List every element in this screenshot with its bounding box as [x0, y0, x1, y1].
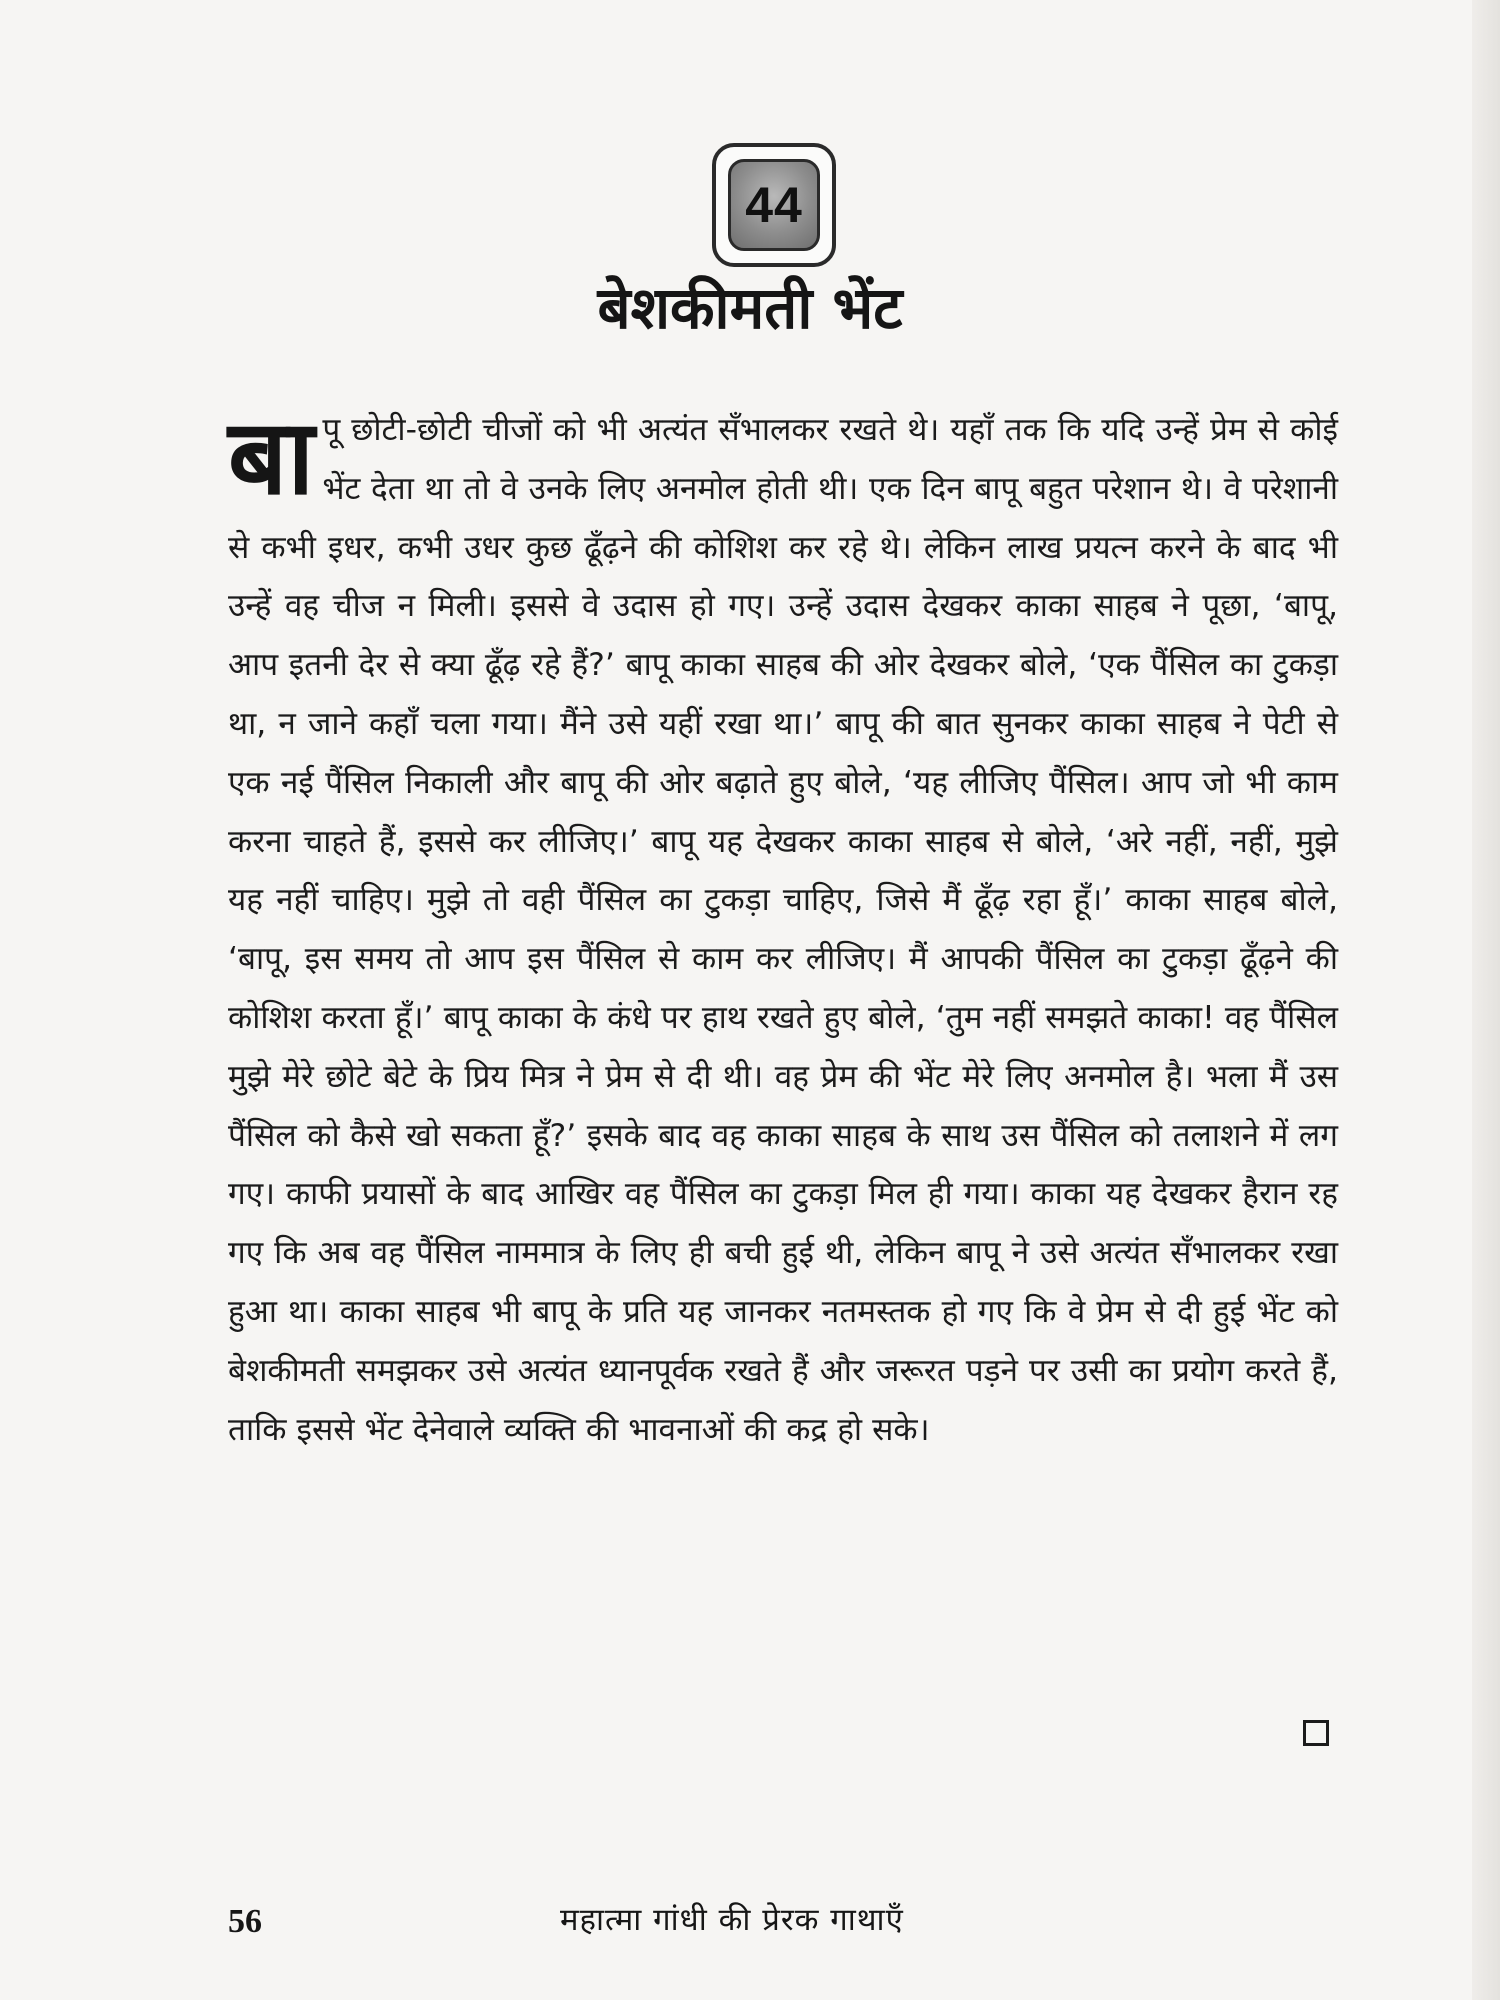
chapter-number-badge-inner: [728, 159, 820, 251]
chapter-number-badge: [712, 143, 836, 267]
chapter-number: 44: [745, 177, 803, 233]
book-title-footer: महात्मा गांधी की प्रेरक गाथाएँ: [560, 1902, 904, 1938]
story-paragraph: [228, 396, 1338, 1459]
page-number: 56: [228, 1903, 262, 1940]
chapter-title: बेशकीमती भेंट: [597, 274, 903, 342]
end-of-chapter-square-icon: [1303, 1720, 1329, 1746]
drop-cap: बा: [228, 396, 315, 518]
story-text: पू छोटी-छोटी चीजों को भी अत्यंत सँभालकर रखते थे। यहाँ तक कि यदि उन्हें प्रेम से कोई भेंट देता था तो वे उनके लिए अनमोल होती थी। एक दिन बापू बहुत परेशान थे। वे परेशानी से कभी इधर, कभी उधर कुछ ढूँढ़ने की कोशिश कर रहे थे। लेकिन लाख प्रयत्न करने के बाद भी उन्हें वह चीज न मिली। इससे वे उदास हो गए। उन्हें उदास देखकर काका साहब ने पूछा, ‘बापू, आप इतनी देर से क्या ढूँढ़ रहे हैं?’ बापू काका साहब की ओर देखकर बोले, ‘एक पैंसिल का टुकड़ा था, न जाने कहाँ चला गया। मैंने उसे यहीं रखा था।’ बापू की बात सुनकर काका साहब ने पेटी से एक नई पैंसिल निकाली और बापू की ओर बढ़ाते हुए बोले, ‘यह लीजिए पैंसिल। आप जो भी काम करना चाहते हैं, इससे कर लीजिए।’ बापू यह देखकर काका साहब से बोले, ‘अरे नहीं, नहीं, मुझे यह नहीं चाहिए। मुझे तो वही पैंसिल का टुकड़ा चाहिए, जिसे मैं ढूँढ़ रहा हूँ।’ काका साहब बोले, ‘बापू, इस समय तो आप इस पैंसिल से काम कर लीजिए। मैं आपकी पैंसिल का टुकड़ा ढूँढ़ने की कोशिश करता हूँ।’ बापू काका के कंधे पर हाथ रखते हुए बोले, ‘तुम नहीं समझते काका! वह पैंसिल मुझे मेरे छोटे बेटे के प्रिय मित्र ने प्रेम से दी थी। वह प्रेम की भेंट मेरे लिए अनमोल है। भला मैं उस पैंसिल को कैसे खो सकता हूँ?’ इसके बाद वह काका साहब के साथ उस पैंसिल को तलाशने में लग गए। काफी प्रयासों के बाद आखिर वह पैंसिल का टुकड़ा मिल ही गया। काका यह देखकर हैरान रह गए कि अब वह पैंसिल नाममात्र के लिए ही बची हुई थी, लेकिन बापू ने उसे अत्यंत सँभालकर रखा हुआ था। काका साहब भी बापू के प्रति यह जानकर नतमस्तक हो गए कि वे प्रेम से दी हुई भेंट को बेशकीमती समझकर उसे अत्यंत ध्यानपूर्वक रखते हैं और जरूरत पड़ने पर उसी का प्रयोग करते हैं, ताकि इससे भेंट देनेवाले व्यक्ति की भावनाओं की कद्र हो सके।: [228, 412, 1338, 1448]
